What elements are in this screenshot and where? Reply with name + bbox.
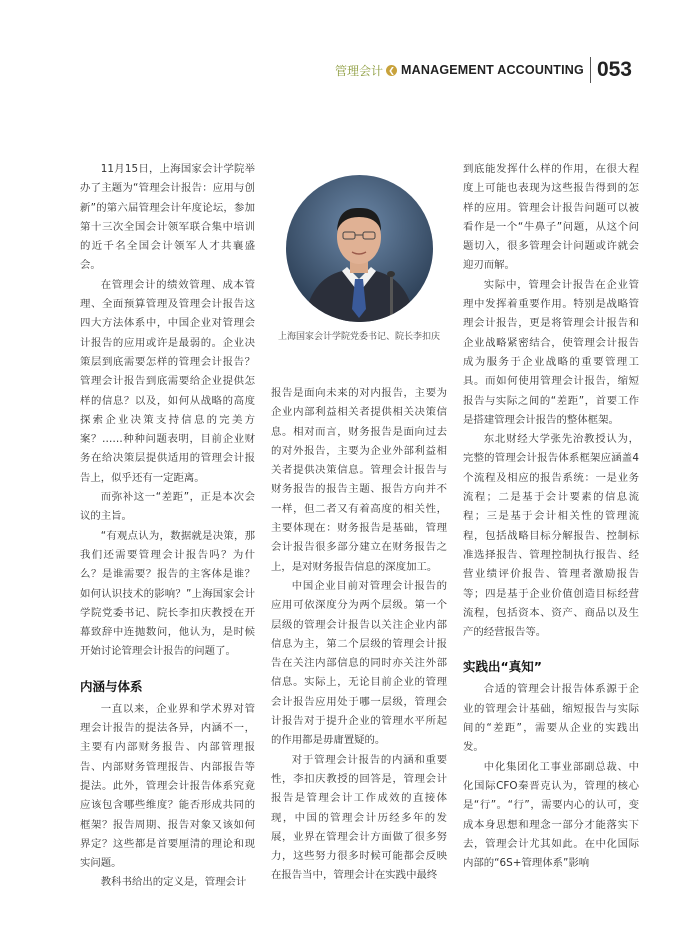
page-number: 053 [596,58,632,81]
section-name-cn: 管理会计 [335,63,384,78]
portrait-photo [286,175,433,322]
paragraph: 中国企业目前对管理会计报告的应用可依深度分为两个层级。第一个层级的管理会计报告以关注企业内部信息为主，第二个层级的管理会计报告在关注内部信息的同时亦关注外部信息。实际上，无论目前企业的管理会计报告应用处于哪一层级，管理会计报告对于提升企业的管理水平所起的作用都是毋庸置疑的。 [271,579,447,747]
chevron-left-icon: ❮ [386,65,397,76]
text-column-3 [463,160,639,873]
page-header [335,58,632,82]
section-name-en: MANAGEMENT ACCOUNTING [401,63,584,77]
header-divider [590,57,591,83]
text-column-1 [80,160,255,893]
photo-caption: 上海国家会计学院党委书记、院长李扣庆 [277,332,440,342]
paragraph: 11月15日，上海国家会计学院举办了主题为“管理会计报告：应用与创新”的第六届管理会计年度论坛，参加第十三次全国会计领军联合集中培训的近千名全国会计领军人才共襄盛会。 [80,163,255,272]
paragraph: 报告是面向未来的对内报告，主要为企业内部利益相关者提供相关决策信息。相对而言，财务报告是面向过去的对外报告，主要为企业外部利益相关者提供决策信息。管理会计报告与财务报告的报告主题、报告方向并不一样，但二者又有着高度的相关性，主要体现在：财务报告是基础，管理会计报告很多部分建立在财务报告之上，是对财务报告信息的深度加工。 [271,387,447,573]
paragraph: 在管理会计的绩效管理、成本管理、全面预算管理及管理会计报告这四大方法体系中，中国企业对管理会计报告的应用或许是最弱的。企业决策层到底需要怎样的管理会计报告？管理会计报告到底需要给企业提供怎样的信息？以及，如何从战略的高度探索企业决策支持信息的完美方案？……种种问题表明，目前企业财务在给决策层提供适用的管理会计报告上，似乎还有一定距离。 [80,278,255,484]
section-heading: 实践出“真知” [463,659,542,675]
paragraph: 合适的管理会计报告体系源于企业的管理会计基础，缩短报告与实际间的“差距”，需要从企业的实践出发。 [463,683,639,754]
paragraph: 教科书给出的定义是，管理会计 [100,876,247,889]
paragraph: 对于管理会计报告的内涵和重要性，李扣庆教授的回答是，管理会计报告是管理会计工作成效的直接体现，中国的管理会计历经多年的发展，业界在管理会计方面做了很多努力，这些努力很多时候可能都会反映在报告当中，管理会计在实践中最终 [271,753,447,882]
paragraph: 一直以来，企业界和学术界对管理会计报告的提法各异，内涵不一，主要有内部财务报告、内部管理报告、内部财务管理报告、内部报告等提法。此外，管理会计报告体系究竟应该包含哪些维度？能否形成共同的框架？报告周期、报告对象又该如何界定？这些都是首要厘清的理论和现实问题。 [80,702,255,870]
paragraph: 实际中，管理会计报告在企业管理中发挥着重要作用。特别是战略管理会计报告，更是将管理会计报告和企业战略紧密结合，使管理会计报告成为服务于企业战略的重要管理工具。而如何使用管理会计报告，缩短报告与实际之间的“差距”，首要工作是搭建管理会计报告的整体框架。 [463,278,639,426]
paragraph: 中化集团化工事业部副总裁、中化国际CFO秦晋克认为，管理的核心是“行”。“行”，需要内心的认可，变成本身思想和理念一部分才能落实下去，管理会计尤其如此。在中化国际内部的“6S+管理体系”影响 [463,760,639,870]
paragraph: 东北财经大学张先治教授认为，完整的管理会计报告体系框架应涵盖4个流程及相应的报告系统：一是业务流程；二是基于会计要素的信息流程；三是基于会计相关性的管理流程，包括战略目标分解报告、控制标准选择报告、管理控制执行报告、经营业绩评价报告、管理者激励报告等；四是基于企业价值创造目标经营流程，包括资本、资产、商品以及生产的经营报告等。 [463,433,639,639]
paragraph: “有观点认为，数据就是决策，那我们还需要管理会计报告吗？为什么？是谁需要？报告的主客体是谁？如何认识技术的影响？”上海国家会计学院党委书记、院长李扣庆教授在开幕致辞中连抛数问，他认为，是时候开始讨论管理会计报告的问题了。 [80,529,255,658]
paragraph: 而弥补这一“差距”，正是本次会议的主旨。 [80,491,255,523]
section-heading: 内涵与体系 [80,678,143,694]
paragraph: 到底能发挥什么样的作用，在很大程度上可能也表现为这些报告得到的怎样的应用。管理会计报告问题可以被看作是一个“牛鼻子”问题，从这个问题切入，很多管理会计问题或许就会迎刃而解。 [463,163,639,272]
text-column-2 [271,384,447,886]
